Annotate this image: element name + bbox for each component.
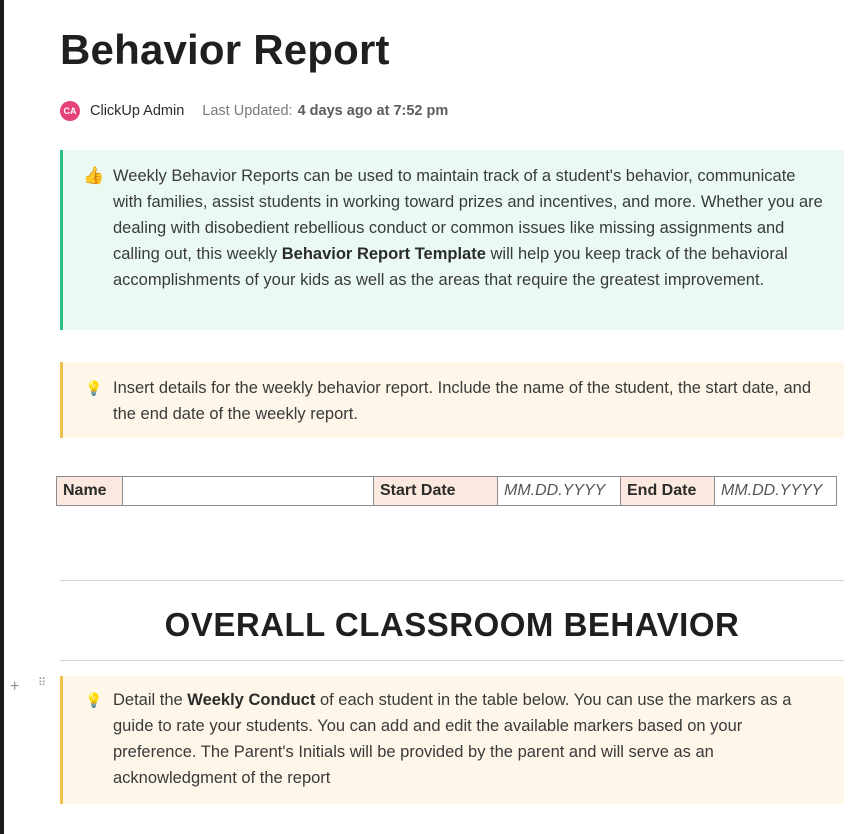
end-date-value-cell[interactable]: MM.DD.YYYY bbox=[715, 477, 837, 506]
divider bbox=[60, 580, 844, 581]
conduct-text-part1: Detail the bbox=[113, 691, 188, 709]
name-label-cell[interactable]: Name bbox=[57, 477, 123, 506]
conduct-callout-text[interactable] bbox=[113, 687, 826, 791]
avatar[interactable]: CA bbox=[60, 101, 80, 121]
conduct-text-part2: of each student in the table below. You can use the markers as a guide to rate your students. You can add and edit the available markers based on your preference. The Parent's Initials will be provided by the parent and will serve as an acknowledgment of the report bbox=[113, 691, 792, 787]
divider bbox=[60, 660, 844, 661]
page-title[interactable]: Behavior Report bbox=[60, 26, 390, 73]
window-edge bbox=[0, 0, 4, 834]
last-updated-label: Last Updated: bbox=[202, 103, 293, 119]
details-callout-text[interactable]: Insert details for the weekly behavior report. Include the name of the student, the start date, and the end date of the weekly report. bbox=[113, 379, 811, 423]
name-value-cell[interactable] bbox=[123, 477, 374, 506]
intro-text-bold: Behavior Report Template bbox=[281, 245, 486, 263]
intro-text-part1: Weekly Behavior Reports can be used to maintain track of a student's behavior, communicate with families, assist students in working toward prizes and incentives, and more. Whether you are dealing with disobedient rebellious conduct or common issues like missing assignments and calling out, this weekly bbox=[113, 167, 823, 263]
document-meta bbox=[60, 100, 448, 122]
drag-handle-icon[interactable]: ⠿ bbox=[38, 677, 48, 689]
conduct-text-bold: Weekly Conduct bbox=[187, 691, 316, 709]
last-updated-value: 4 days ago at 7:52 pm bbox=[297, 103, 449, 119]
section-heading[interactable]: OVERALL CLASSROOM BEHAVIOR bbox=[164, 606, 740, 643]
start-date-label-cell[interactable]: Start Date bbox=[374, 477, 498, 506]
conduct-callout[interactable] bbox=[60, 676, 844, 804]
lightbulb-icon: 💡 bbox=[85, 380, 103, 396]
lightbulb-icon: 💡 bbox=[85, 692, 103, 708]
author-name[interactable]: ClickUp Admin bbox=[90, 103, 185, 119]
add-block-icon[interactable]: + bbox=[10, 678, 20, 695]
details-callout[interactable] bbox=[60, 362, 844, 438]
student-info-table bbox=[56, 476, 837, 506]
intro-text-part2: will help you keep track of the behavioral accomplishments of your kids as well as the areas that require the greatest improvement. bbox=[113, 245, 788, 289]
start-date-value-cell[interactable]: MM.DD.YYYY bbox=[498, 477, 621, 506]
thumbs-up-icon: 👍 bbox=[83, 166, 105, 185]
end-date-label-cell[interactable]: End Date bbox=[621, 477, 715, 506]
intro-callout-text[interactable] bbox=[113, 163, 826, 293]
table-row bbox=[57, 477, 837, 506]
intro-callout[interactable] bbox=[60, 150, 844, 330]
